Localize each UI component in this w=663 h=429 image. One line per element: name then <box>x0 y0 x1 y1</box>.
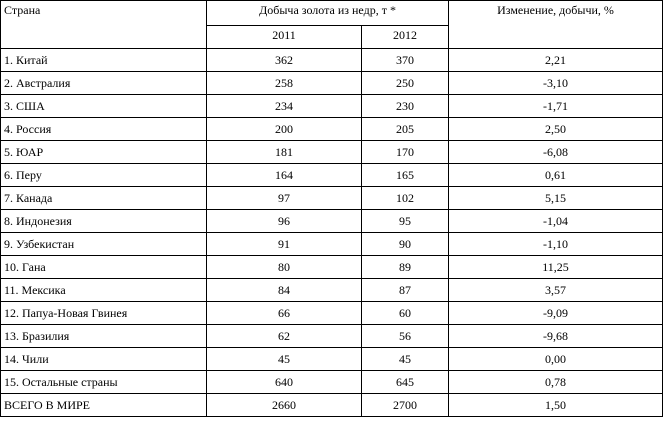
country-cell: 2. Австралия <box>1 72 207 95</box>
production-2011-cell: 91 <box>207 233 362 256</box>
production-2011-cell: 181 <box>207 141 362 164</box>
production-2011-cell: 84 <box>207 279 362 302</box>
production-2012-cell: 2700 <box>362 394 449 417</box>
country-cell: 3. США <box>1 95 207 118</box>
production-2011-cell: 62 <box>207 325 362 348</box>
change-percent-cell: 5,15 <box>449 187 663 210</box>
table-row <box>1 141 663 164</box>
table-row <box>1 233 663 256</box>
production-2012-cell: 89 <box>362 256 449 279</box>
production-2012-cell: 102 <box>362 187 449 210</box>
production-2011-cell: 66 <box>207 302 362 325</box>
change-percent-cell: 0,78 <box>449 371 663 394</box>
country-cell: 12. Папуа-Новая Гвинея <box>1 302 207 325</box>
production-2011-cell: 2660 <box>207 394 362 417</box>
year-2012-header: 2012 <box>362 26 449 49</box>
country-cell: 11. Мексика <box>1 279 207 302</box>
table-row <box>1 72 663 95</box>
change-percent-cell: 3,57 <box>449 279 663 302</box>
country-cell: 10. Гана <box>1 256 207 279</box>
change-percent-cell: -3,10 <box>449 72 663 95</box>
production-2011-cell: 96 <box>207 210 362 233</box>
change-percent-cell: -1,10 <box>449 233 663 256</box>
table-row <box>1 210 663 233</box>
production-2012-cell: 90 <box>362 233 449 256</box>
production-2012-cell: 56 <box>362 325 449 348</box>
change-percent-cell: -1,71 <box>449 95 663 118</box>
table-row <box>1 95 663 118</box>
table-body <box>1 49 663 417</box>
change-percent-cell: -6,08 <box>449 141 663 164</box>
table-row <box>1 325 663 348</box>
country-cell: 9. Узбекистан <box>1 233 207 256</box>
production-2012-cell: 95 <box>362 210 449 233</box>
country-cell: 7. Канада <box>1 187 207 210</box>
table-row <box>1 302 663 325</box>
production-2011-cell: 234 <box>207 95 362 118</box>
table-row <box>1 279 663 302</box>
production-2011-cell: 258 <box>207 72 362 95</box>
production-2011-cell: 362 <box>207 49 362 72</box>
country-cell: 8. Индонезия <box>1 210 207 233</box>
production-2012-cell: 165 <box>362 164 449 187</box>
table-row <box>1 256 663 279</box>
production-2012-cell: 230 <box>362 95 449 118</box>
production-2012-cell: 87 <box>362 279 449 302</box>
header-row <box>1 1 663 26</box>
change-percent-cell: -9,09 <box>449 302 663 325</box>
production-2011-cell: 640 <box>207 371 362 394</box>
change-header: Изменение, добычи, % <box>449 1 663 49</box>
production-2012-cell: 205 <box>362 118 449 141</box>
production-2011-cell: 164 <box>207 164 362 187</box>
change-percent-cell: 2,21 <box>449 49 663 72</box>
change-percent-cell: 2,50 <box>449 118 663 141</box>
production-2011-cell: 80 <box>207 256 362 279</box>
country-cell: 1. Китай <box>1 49 207 72</box>
production-2011-cell: 45 <box>207 348 362 371</box>
change-percent-cell: 1,50 <box>449 394 663 417</box>
country-cell: 6. Перу <box>1 164 207 187</box>
change-percent-cell: 0,61 <box>449 164 663 187</box>
production-2012-cell: 645 <box>362 371 449 394</box>
change-percent-cell: -1,04 <box>449 210 663 233</box>
country-cell: 14. Чили <box>1 348 207 371</box>
production-2011-cell: 200 <box>207 118 362 141</box>
country-cell: 5. ЮАР <box>1 141 207 164</box>
table-row <box>1 348 663 371</box>
change-percent-cell: 11,25 <box>449 256 663 279</box>
country-cell: 15. Остальные страны <box>1 371 207 394</box>
production-2012-cell: 60 <box>362 302 449 325</box>
change-percent-cell: -9,68 <box>449 325 663 348</box>
table-row <box>1 187 663 210</box>
country-cell: ВСЕГО В МИРЕ <box>1 394 207 417</box>
production-header: Добыча золота из недр, т * <box>207 1 449 26</box>
production-2012-cell: 170 <box>362 141 449 164</box>
production-2012-cell: 45 <box>362 348 449 371</box>
table-row <box>1 118 663 141</box>
year-2011-header: 2011 <box>207 26 362 49</box>
country-cell: 4. Россия <box>1 118 207 141</box>
table-row <box>1 164 663 187</box>
table-row <box>1 371 663 394</box>
table-row <box>1 49 663 72</box>
country-header: Страна <box>1 1 207 49</box>
production-2012-cell: 250 <box>362 72 449 95</box>
table-row <box>1 394 663 417</box>
production-2011-cell: 97 <box>207 187 362 210</box>
country-cell: 13. Бразилия <box>1 325 207 348</box>
production-2012-cell: 370 <box>362 49 449 72</box>
change-percent-cell: 0,00 <box>449 348 663 371</box>
